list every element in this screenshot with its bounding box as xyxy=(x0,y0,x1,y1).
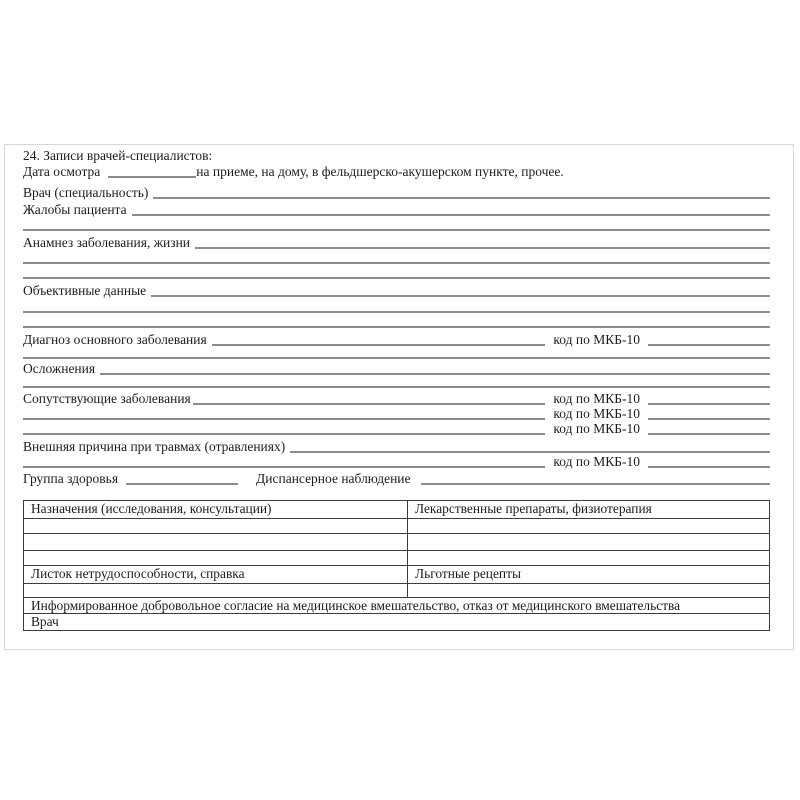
continuation-row xyxy=(23,298,770,314)
icd10-label: код по МКБ-10 xyxy=(553,331,640,347)
complications-writing-line xyxy=(100,371,770,375)
consent-row xyxy=(24,598,770,614)
doctor-sign-row xyxy=(24,614,770,631)
icd10-writing-line xyxy=(648,416,770,420)
writing-line xyxy=(23,309,770,313)
writing-line xyxy=(23,275,770,279)
doctor-sign-cell: Врач xyxy=(24,614,770,631)
exam-date-row xyxy=(23,163,770,179)
icd10-label: код по МКБ-10 xyxy=(553,390,640,406)
complaints-writing-line xyxy=(132,212,770,216)
table-empty-row xyxy=(24,534,770,551)
comorbidities-writing-line xyxy=(193,401,546,405)
section-title: 24. Записи врачей-специалистов: xyxy=(23,147,213,163)
icd10-writing-line xyxy=(648,401,770,405)
empty-cell xyxy=(408,519,770,534)
icd10-extra-row xyxy=(23,454,770,469)
health-group-label: Группа здоровья xyxy=(23,470,119,486)
sick-leave-cell: Листок нетрудоспособности, справка xyxy=(24,566,408,584)
main-diagnosis-row xyxy=(23,329,770,347)
continuation-row xyxy=(23,265,770,280)
exam-place-text: на приеме, на дому, в фельдшерско-акушерском пункте, прочее. xyxy=(196,163,564,179)
writing-line xyxy=(23,324,770,328)
empty-cell xyxy=(408,584,770,598)
empty-cell xyxy=(24,534,408,551)
icd10-writing-line xyxy=(648,464,770,468)
writing-line xyxy=(23,260,770,264)
comorbidities-label: Сопутствующие заболевания xyxy=(23,390,191,406)
writing-line xyxy=(23,384,770,388)
icd10-label: код по МКБ-10 xyxy=(553,453,640,469)
complaints-label: Жалобы пациента xyxy=(23,201,127,217)
main-diagnosis-writing-line xyxy=(212,342,546,346)
anamnesis-writing-line xyxy=(195,245,770,249)
empty-cell xyxy=(24,519,408,534)
writing-line xyxy=(23,355,770,359)
table-empty-row xyxy=(24,584,770,598)
continuation-row xyxy=(23,314,770,329)
writing-line xyxy=(23,431,545,435)
icd10-writing-line xyxy=(648,342,770,346)
continuation-row xyxy=(23,347,770,360)
main-diagnosis-label: Диагноз основного заболевания xyxy=(23,331,207,347)
empty-cell xyxy=(408,551,770,566)
preferential-prescriptions-cell: Льготные рецепты xyxy=(408,566,770,584)
icd10-label: код по МКБ-10 xyxy=(553,405,640,421)
complications-row xyxy=(23,360,770,376)
dispensary-label: Диспансерное наблюдение xyxy=(256,470,411,486)
icd10-label: код по МКБ-10 xyxy=(553,420,640,436)
assignments-header-cell: Назначения (исследования, консультации) xyxy=(24,501,408,519)
assignments-table xyxy=(23,500,770,631)
writing-line xyxy=(23,227,770,231)
documents-row xyxy=(24,566,770,584)
medications-header-cell: Лекарственные препараты, физиотерапия xyxy=(408,501,770,519)
exam-date-label: Дата осмотра xyxy=(23,163,101,179)
icd10-extra-row xyxy=(23,421,770,436)
anamnesis-row xyxy=(23,232,770,250)
complications-label: Осложнения xyxy=(23,360,96,376)
dispensary-writing-line xyxy=(421,481,770,485)
empty-cell xyxy=(408,534,770,551)
doctor-specialty-writing-line xyxy=(153,195,770,199)
doctor-specialty-label: Врач (специальность) xyxy=(23,184,149,200)
health-group-row xyxy=(23,469,770,486)
objective-data-writing-line xyxy=(151,293,770,297)
comorbidities-row xyxy=(23,389,770,406)
doctor-specialty-row xyxy=(23,179,770,200)
objective-data-row xyxy=(23,280,770,298)
empty-cell xyxy=(24,551,408,566)
continuation-row xyxy=(23,250,770,265)
consent-cell: Информированное добровольное согласие на медицинское вмешательство, отказ от медицинского вмешательства xyxy=(24,598,770,614)
continuation-row xyxy=(23,217,770,232)
exam-date-writing-line xyxy=(108,174,196,178)
external-cause-label: Внешняя причина при травмах (отравлениях) xyxy=(23,438,286,454)
health-group-writing-line xyxy=(126,481,238,485)
continuation-row xyxy=(23,376,770,389)
section-title-row xyxy=(23,147,770,163)
icd10-extra-row xyxy=(23,406,770,421)
form-sheet xyxy=(4,144,794,650)
table-header-row xyxy=(24,501,770,519)
complaints-row xyxy=(23,200,770,217)
writing-line xyxy=(23,464,545,468)
external-cause-row xyxy=(23,436,770,454)
table-empty-row xyxy=(24,519,770,534)
anamnesis-label: Анамнез заболевания, жизни xyxy=(23,234,191,250)
empty-cell xyxy=(24,584,408,598)
table-empty-row xyxy=(24,551,770,566)
writing-line xyxy=(23,416,545,420)
external-cause-writing-line xyxy=(290,449,770,453)
objective-data-label: Объективные данные xyxy=(23,282,147,298)
icd10-writing-line xyxy=(648,431,770,435)
